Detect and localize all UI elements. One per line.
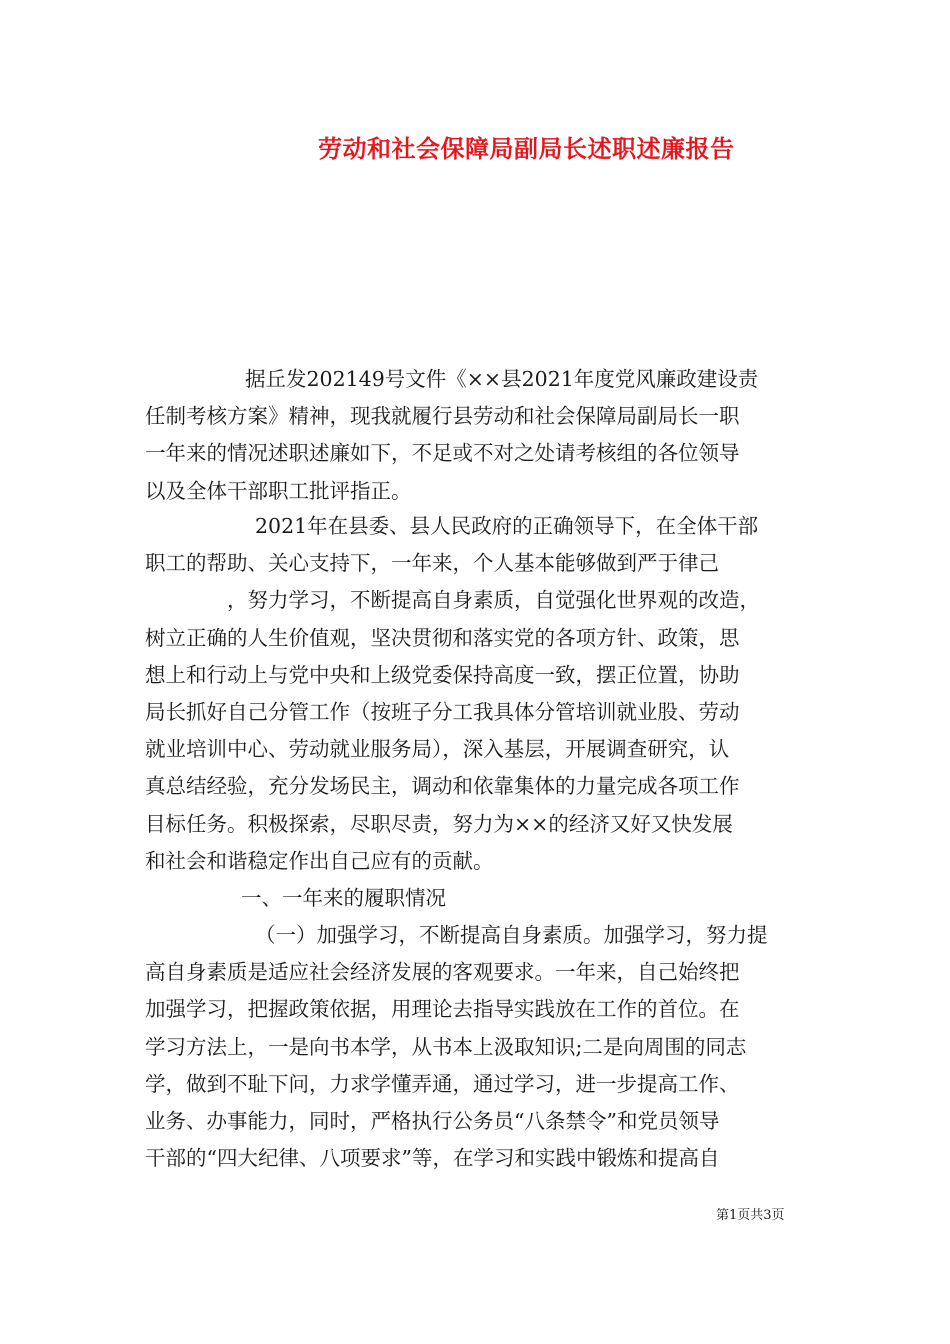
section-heading: 一、一年来的履职情况 [241, 885, 446, 910]
text-line: 高自身素质是适应社会经济发展的客观要求。一年来，自己始终把 [145, 960, 740, 985]
text-line: 2021年在县委、县人民政府的正确领导下，在全体干部 [255, 514, 759, 538]
text-line: 任制考核方案》精神，现我就履行县劳动和社会保障局副局长一职 [145, 404, 740, 429]
text-line: 以及全体干部职工批评指正。 [145, 478, 412, 503]
text-line: 一年来的情况述职述廉如下，不足或不对之处请考核组的各位领导 [145, 441, 740, 466]
paragraph-1 [145, 361, 815, 510]
text-line: 据丘发202149号文件《××县2021年度党风廉政建设责 [245, 367, 759, 391]
text-line: 就业培训中心、劳动就业服务局），深入基层，开展调查研究，认 [145, 737, 730, 762]
document-title: 劳动和社会保障局副局长述职述廉报告 [318, 134, 735, 163]
text-line: 目标任务。积极探索，尽职尽责，努力为××的经济又好又快发展 [145, 811, 733, 836]
page-number-footer: 第1页共3页 [716, 1208, 785, 1223]
paragraph-2 [145, 508, 815, 1177]
text-line: 干部的“四大纪律、八项要求”等，在学习和实践中锻炼和提高自 [145, 1146, 720, 1171]
text-line: ，努力学习，不断提高自身素质，自觉强化世界观的改造， [227, 588, 760, 613]
text-line: 业务、办事能力，同时，严格执行公务员“八条禁令”和党员领导 [145, 1109, 720, 1133]
text-line: 加强学习，把握政策依据，用理论去指导实践放在工作的首位。在 [145, 997, 740, 1022]
text-line: 学，做到不耻下问，力求学懂弄通，通过学习，进一步提高工作、 [145, 1071, 740, 1096]
text-line: 职工的帮助、关心支持下，一年来，个人基本能够做到严于律己 [145, 551, 719, 576]
text-line: 想上和行动上与党中央和上级党委保持高度一致，摆正位置，协助 [145, 662, 740, 687]
text-line: （一）加强学习，不断提高自身素质。加强学习，努力提 [255, 923, 768, 948]
text-line: 真总结经验，充分发场民主，调动和依靠集体的力量完成各项工作 [145, 774, 740, 799]
text-line: 局长抓好自己分管工作（按班子分工我具体分管培训就业股、劳动 [145, 699, 740, 724]
text-line: 学习方法上，一是向书本学，从书本上汲取知识;二是向周围的同志 [145, 1034, 747, 1059]
text-line: 和社会和谐稳定作出自己应有的贡献。 [145, 848, 494, 873]
text-line: 树立正确的人生价值观，坚决贯彻和落实党的各项方针、政策，思 [145, 625, 740, 650]
